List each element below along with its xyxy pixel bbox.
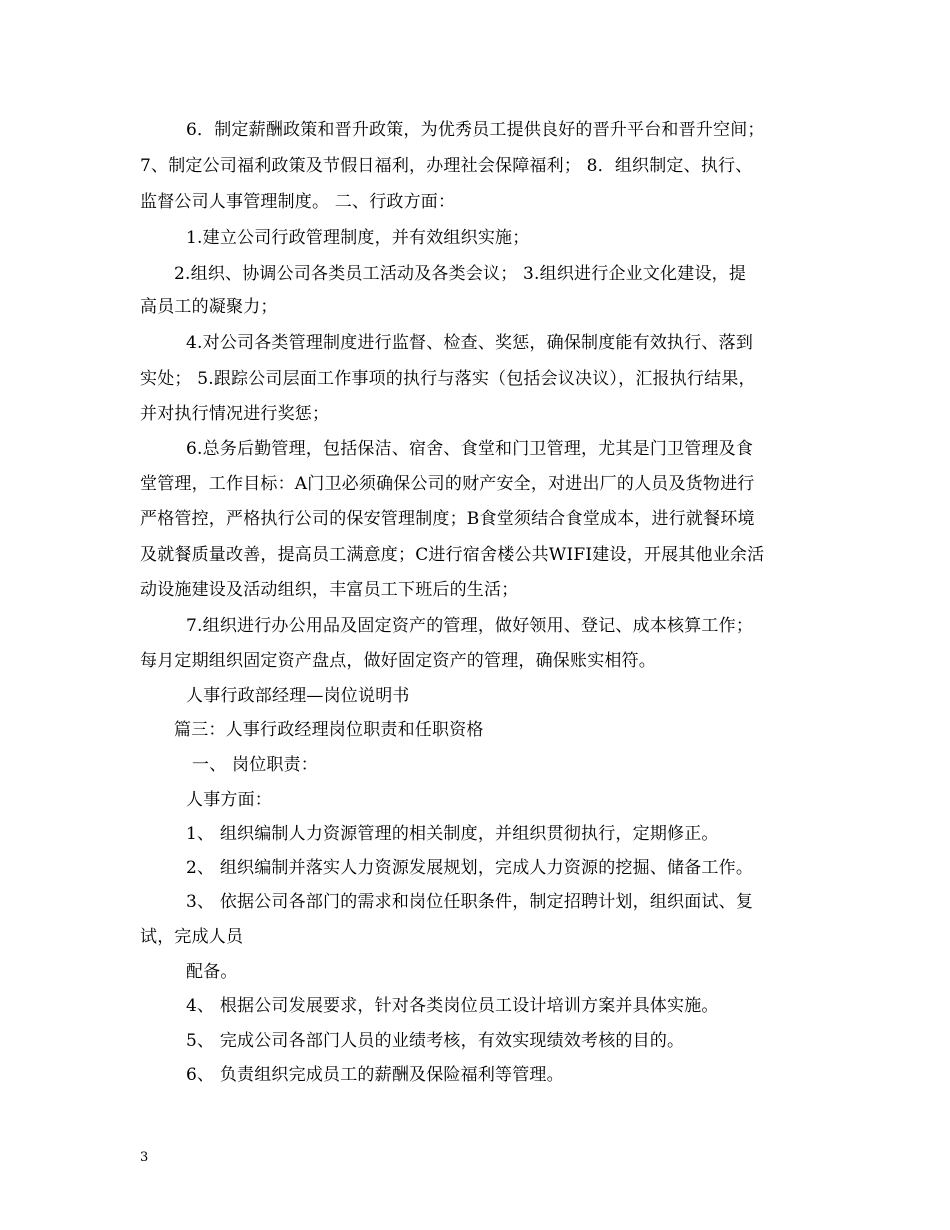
text-line: 7.组织进行办公用品及固定资产的管理，做好领用、登记、成本核算工作； bbox=[186, 616, 754, 636]
text-line: 并对执行情况进行奖惩； bbox=[140, 404, 330, 424]
text-line: 人事行政部经理—岗位说明书 bbox=[186, 686, 410, 706]
text-line: 7、制定公司福利政策及节假日福利，办理社会保障福利； 8．组织制定、执行、 bbox=[140, 156, 753, 176]
text-line: 实处； 5.跟踪公司层面工作事项的执行与落实（包括会议决议），汇报执行结果， bbox=[140, 369, 756, 389]
list-item: 2、 组织编制并落实人力资源发展规划，完成人力资源的挖掘、储备工作。 bbox=[186, 858, 754, 878]
text-line: 配备。 bbox=[186, 962, 238, 982]
text-line: 2.组织、协调公司各类员工活动及各类会议； 3.组织进行企业文化建设，提 bbox=[174, 264, 747, 284]
list-item: 1、 组织编制人力资源管理的相关制度，并组织贯彻执行，定期修正。 bbox=[186, 824, 719, 844]
page-number: 3 bbox=[140, 1150, 149, 1165]
text-line: 试，完成人员 bbox=[140, 927, 244, 947]
list-item: 6、 负责组织完成员工的薪酬及保险福利等管理。 bbox=[186, 1065, 564, 1085]
text-line: 动设施建设及活动组织，丰富员工下班后的生活； bbox=[140, 580, 519, 600]
text-line: 每月定期组织固定资产盘点，做好固定资产的管理，确保账实相符。 bbox=[140, 651, 656, 671]
text-line: 高员工的凝聚力； bbox=[140, 297, 278, 317]
text-line: 4.对公司各类管理制度进行监督、检查、奖惩，确保制度能有效执行、落到 bbox=[186, 333, 754, 353]
list-item: 3、 依据公司各部门的需求和岗位任职条件，制定招聘计划，组织面试、复 bbox=[186, 892, 754, 912]
section-heading: 一、 岗位职责： bbox=[192, 755, 319, 775]
text-line: 堂管理，工作目标：A门卫必须确保公司的财产安全，对进出厂的人员及货物进行 bbox=[140, 474, 755, 494]
text-line: 1.建立公司行政管理制度，并有效组织实施； bbox=[186, 228, 530, 248]
text-line: 及就餐质量改善，提高员工满意度；C进行宿舍楼公共WIFI建设，开展其他业余活 bbox=[140, 545, 765, 565]
text-line: 监督公司人事管理制度。 二、行政方面： bbox=[140, 192, 456, 212]
list-item: 4、 根据公司发展要求，针对各类岗位员工设计培训方案并具体实施。 bbox=[186, 996, 719, 1016]
list-item: 5、 完成公司各部门人员的业绩考核，有效实现绩效考核的目的。 bbox=[186, 1031, 685, 1051]
text-line: 6．制定薪酬政策和晋升政策，为优秀员工提供良好的晋升平台和晋升空间； bbox=[186, 120, 765, 140]
subsection-heading: 人事方面： bbox=[186, 790, 272, 810]
text-line: 严格管控，严格执行公司的保安管理制度；B食堂须结合食堂成本，进行就餐环境 bbox=[140, 509, 755, 529]
text-line: 篇三：人事行政经理岗位职责和任职资格 bbox=[174, 720, 484, 740]
text-line: 6.总务后勤管理，包括保洁、宿舍、食堂和门卫管理，尤其是门卫管理及食 bbox=[186, 439, 754, 459]
